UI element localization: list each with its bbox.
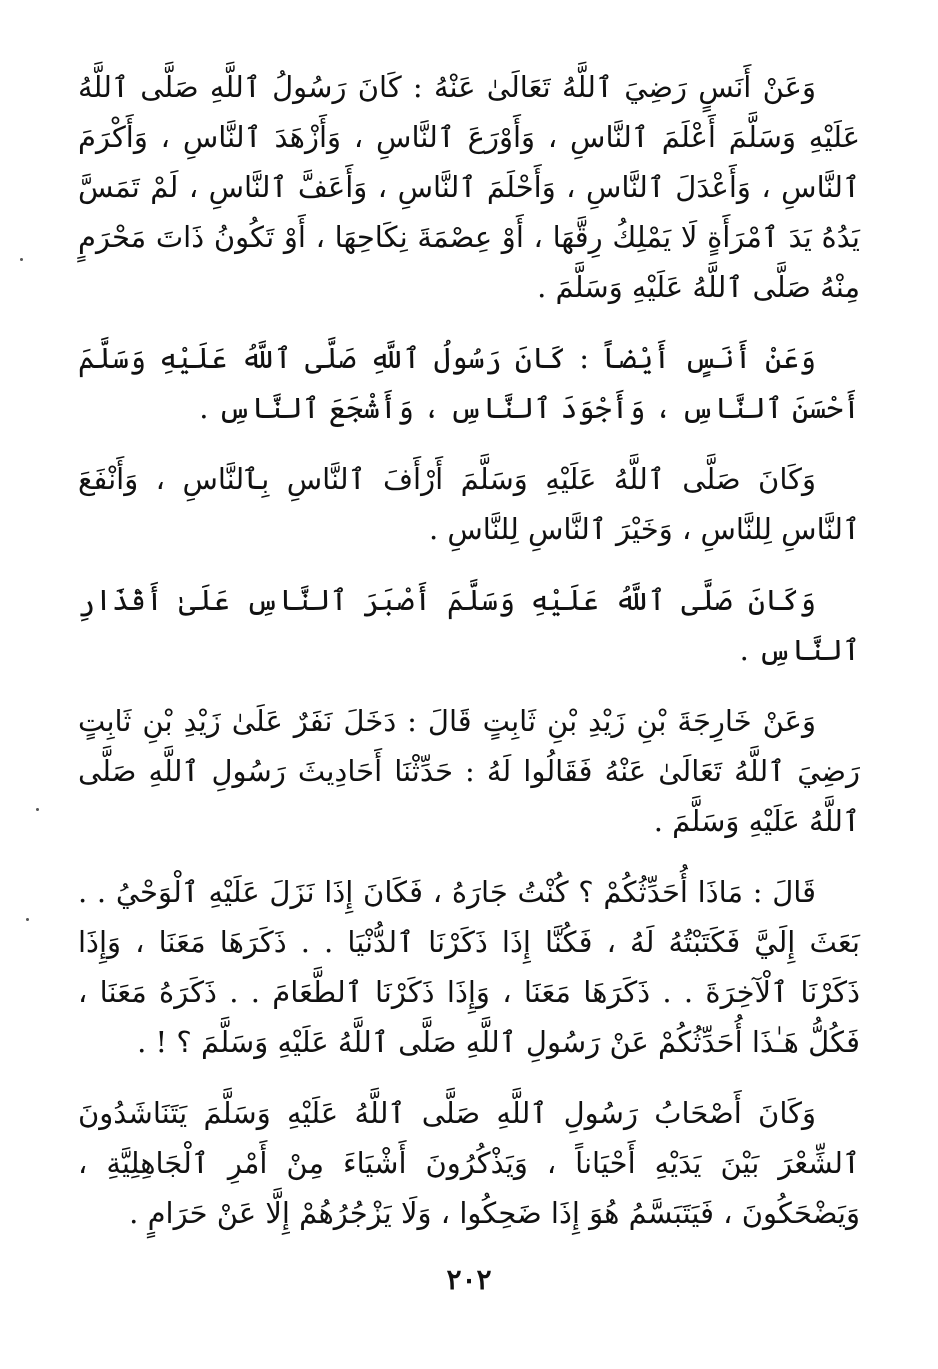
paragraph-kharijah: وَعَنْ خَارِجَةَ بْنِ زَيْدِ بْنِ ثَابِتٍ قَالَ : دَخَلَ نَفَرٌ عَلَىٰ زَيْدِ بْنِ ثَابِتٍ رَضِيَ ٱللَّهُ تَعَالَىٰ عَنْهُ فَقَالُوا لَهُ : حَدِّثْنَا أَحَادِيثَ رَسُولِ ٱللَّهِ صَلَّى ٱللَّهُ عَلَيْهِ وَسَلَّمَ . (78, 704, 860, 838)
paragraph-anas-best: وَعَنْ أَنَسٍ أَيْضاً : كَانَ رَسُولُ ٱللَّهِ صَلَّى ٱللَّهُ عَلَيْهِ وَسَلَّمَ أَحْسَنَ ٱلنَّاسِ ، وَأَجْوَدَ ٱلنَّاسِ ، وَأَشْجَعَ ٱلنَّاسِ . (78, 341, 860, 425)
scan-speck (26, 918, 29, 921)
page-body-text (78, 62, 860, 1259)
page-number: ٢٠٢ (446, 1263, 492, 1296)
paragraph-anas-knowledge: وَعَنْ أَنَسٍ رَضِيَ ٱللَّهُ تَعَالَىٰ عَنْهُ : كَانَ رَسُولُ ٱللَّهِ صَلَّى ٱللَّهُ عَلَيْهِ وَسَلَّمَ أَعْلَمَ ٱلنَّاسِ ، وَأَوْرَعَ ٱلنَّاسِ ، وَأَزْهَدَ ٱلنَّاسِ ، وَأَكْرَمَ ٱلنَّاسِ ، وَأَعْدَلَ ٱلنَّاسِ ، وَأَحْلَمَ ٱلنَّاسِ ، وَأَعَفَّ ٱلنَّاسِ ، لَمْ تَمَسَّ يَدُهُ يَدَ ٱمْرَأَةٍ لَا يَمْلِكُ رِقَّهَا ، أَوْ عِصْمَةَ نِكَاحِهَا ، أَوْ تَكُونُ ذَاتَ مَحْرَمٍ مِنْهُ صَلَّى ٱللَّهُ عَلَيْهِ وَسَلَّمَ . (78, 70, 860, 304)
scan-speck (20, 258, 23, 261)
scan-speck (36, 808, 39, 811)
paragraph-companions-poetry: وَكَانَ أَصْحَابُ رَسُولِ ٱللَّهِ صَلَّى ٱللَّهُ عَلَيْهِ وَسَلَّمَ يَتَنَاشَدُونَ ٱلشِّعْرَ بَيْنَ يَدَيْهِ أَحْيَاناً ، وَيَذْكُرُونَ أَشْيَاءَ مِنْ أَمْرِ ٱلْجَاهِلِيَّةِ ، وَيَضْحَكُونَ ، فَيَتَبَسَّمُ هُوَ إِذَا ضَحِكُوا ، وَلَا يَزْجُرُهُمْ إِلَّا عَنْ حَرَامٍ . (78, 1096, 860, 1230)
paragraph-what-shall-i-tell: قَالَ : مَاذَا أُحَدِّثُكُمْ ؟ كُنْتُ جَارَهُ ، فَكَانَ إِذَا نَزَلَ عَلَيْهِ ٱلْوَحْيُ . . بَعَثَ إِلَيَّ فَكَتَبْتُهُ لَهُ ، فَكُنَّا إِذَا ذَكَرْنَا ٱلدُّنْيَا . . ذَكَرَهَا مَعَنَا ، وَإِذَا ذَكَرْنَا ٱلْآخِرَةَ . . ذَكَرَهَا مَعَنَا ، وَإِذَا ذَكَرْنَا ٱلطَّعَامَ . . ذَكَرَهُ مَعَنَا ، فَكُلُّ هَـٰذَا أُحَدِّثُكُمْ عَنْ رَسُولِ ٱللَّهِ صَلَّى ٱللَّهُ عَلَيْهِ وَسَلَّمَ ؟ ! . (78, 875, 860, 1059)
paragraph-most-patient: وَكَانَ صَلَّى ٱللَّهُ عَلَيْهِ وَسَلَّمَ أَصْبَرَ ٱلنَّاسِ عَلَىٰ أَقْذَارِ ٱلنَّاسِ . (78, 583, 860, 667)
paragraph-kindest: وَكَانَ صَلَّى ٱللَّهُ عَلَيْهِ وَسَلَّمَ أَرْأَفَ ٱلنَّاسِ بِٱلنَّاسِ ، وَأَنْفَعَ ٱلنَّاسِ لِلنَّاسِ ، وَخَيْرَ ٱلنَّاسِ لِلنَّاسِ . (78, 462, 860, 546)
